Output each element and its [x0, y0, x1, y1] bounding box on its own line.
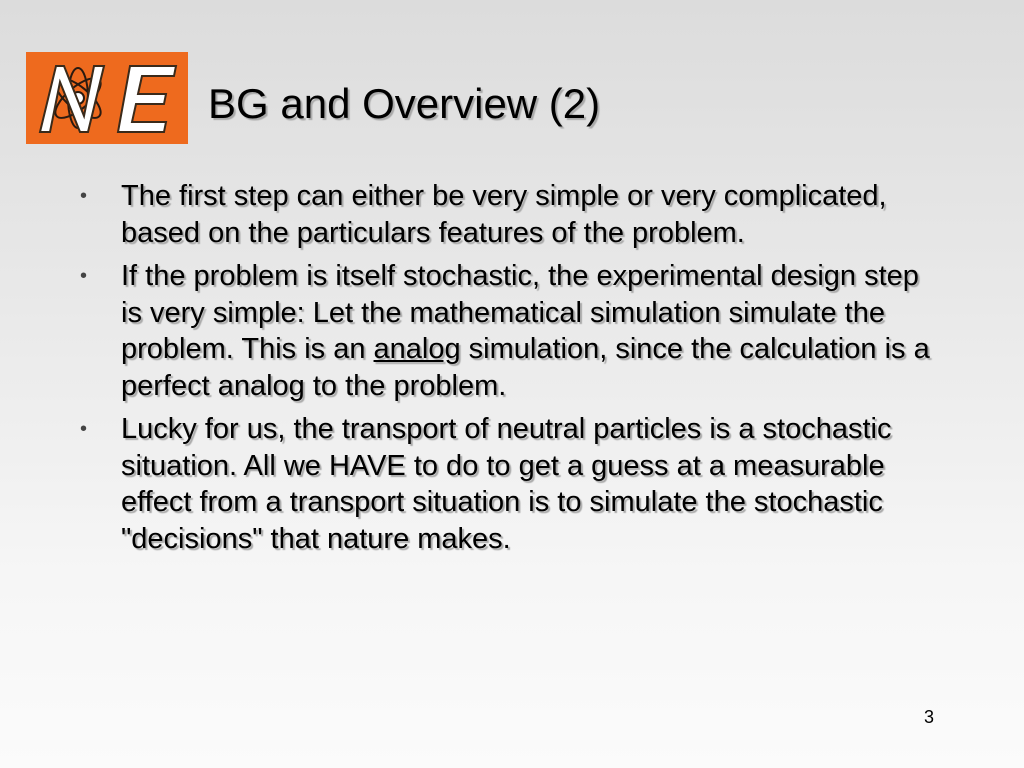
atom-logo-icon [26, 52, 188, 144]
bullet-item [80, 178, 940, 251]
bullet-text-part: simulation, since the calculation is a perfect analog to the problem. [121, 333, 930, 402]
bullet-item [80, 411, 940, 557]
ne-logo [26, 52, 188, 144]
page-number: 3 [924, 707, 935, 727]
bullet-marker: • [80, 265, 88, 287]
bullet-marker: • [80, 185, 88, 207]
bullet-list [80, 178, 940, 564]
bullet-marker: • [80, 418, 88, 440]
bullet-text: The first step can either be very simple or very complicated, based on the particulars features of the problem. [121, 180, 887, 249]
bullet-text-part: If the problem is itself stochastic, the experimental design step is very simple: Let the mathematical simulation simulate the problem. This is an [121, 260, 919, 365]
underlined-term: analog [373, 333, 461, 365]
bullet-item [80, 258, 940, 404]
slide-title: BG and Overview (2) [208, 80, 601, 127]
bullet-text: Lucky for us, the transport of neutral particles is a stochastic situation. All we HAVE to do to get a guess at a measurable effect from a transport situation is to simulate the stochastic "decisions" that nature makes. [121, 413, 892, 555]
